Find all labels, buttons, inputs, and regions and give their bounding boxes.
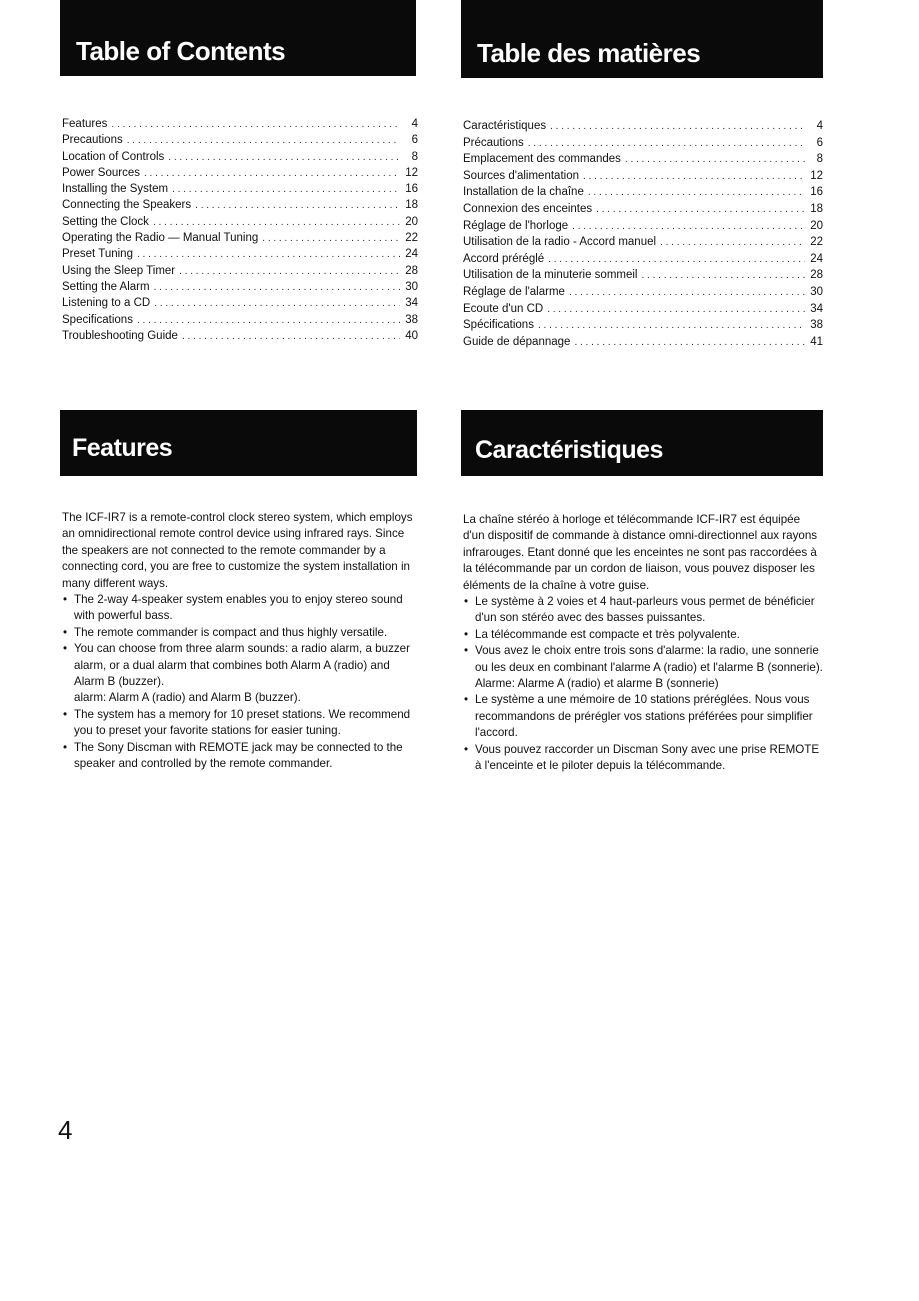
toc-dot-leader: [538, 318, 805, 335]
toc-dot-leader: [625, 152, 805, 169]
toc-entry-page: 6: [816, 136, 823, 149]
toc-entry-title: Listening to a CD: [62, 297, 151, 310]
toc-en-entry[interactable]: [62, 279, 418, 295]
toc-entry-page: 16: [405, 183, 418, 196]
feature-bullet: • The Sony Discman with REMOTE jack may be connected to the speaker and controlled by the remote commander.: [62, 740, 418, 773]
toc-entry-title: Using the Sleep Timer: [62, 264, 176, 277]
toc-en-entry[interactable]: [62, 246, 418, 262]
toc-entry-title: Utilisation de la radio - Accord manuel: [463, 236, 657, 249]
toc-entry-page: 16: [810, 186, 823, 199]
toc-fr-entry[interactable]: [463, 251, 823, 268]
toc-dot-leader: [660, 235, 805, 252]
toc-entry-title: Location of Controls: [62, 150, 165, 163]
feature-bullet: • The remote commander is compact and thus highly versatile.: [62, 625, 418, 641]
toc-fr-entry[interactable]: [463, 135, 823, 152]
toc-entry-page: 8: [411, 150, 418, 163]
toc-entry-title: Réglage de l'horloge: [463, 219, 569, 232]
toc-entry-page: 4: [816, 120, 823, 132]
toc-entry-page: 12: [405, 166, 418, 179]
toc-dot-leader: [262, 231, 400, 247]
toc-entry-title: Installation de la chaîne: [463, 186, 584, 199]
toc-dot-leader: [583, 169, 805, 186]
toc-en-entry[interactable]: [62, 132, 418, 148]
toc-en-entry[interactable]: [62, 328, 418, 344]
toc-en-entry[interactable]: [62, 230, 418, 246]
toc-entry-page: 12: [810, 169, 823, 182]
toc-dot-leader: [572, 219, 805, 236]
toc-entry-title: Connexion des enceintes: [463, 202, 593, 215]
toc-entry-page: 18: [405, 199, 418, 212]
toc-entry-title: Sources d'alimentation: [463, 169, 579, 182]
toc-fr-entry[interactable]: [463, 151, 823, 168]
toc-entry-page: 18: [810, 202, 823, 215]
toc-en-entry[interactable]: [62, 263, 418, 279]
toc-entry-title: Specifications: [62, 313, 133, 326]
toc-entry-page: 20: [810, 219, 823, 232]
toc-fr-entry[interactable]: [463, 301, 823, 318]
toc-dot-leader: [111, 117, 400, 133]
features-en-body: [62, 510, 418, 773]
toc-entry-page: 40: [405, 329, 418, 342]
toc-entry-title: Utilisation de la minuterie sommeil: [463, 269, 638, 282]
toc-entry-title: Ecoute d'un CD: [463, 302, 544, 315]
features-intro: La chaîne stéréo à horloge et télécommande ICF-IR7 est équipée d'un dispositif de commande à distance omni-directionnel aux rayons infrarouges. Etant donné que les enceintes ne sont pas raccordées à la télécommande par un cordon de liaison, vous pouvez disposer les éléments de la chaîne à votre guise.: [463, 513, 818, 592]
toc-entry-page: 24: [405, 248, 418, 261]
toc-entry-page: 28: [810, 269, 823, 282]
toc-entry-title: Preset Tuning: [62, 248, 133, 261]
toc-dot-leader: [528, 136, 805, 153]
toc-entry-page: 34: [405, 297, 418, 310]
features-fr-heading: Caractéristiques: [461, 410, 823, 476]
toc-en-entry[interactable]: [62, 165, 418, 181]
toc-fr-entry[interactable]: [463, 218, 823, 235]
feature-bullet: • Vous avez le choix entre trois sons d'alarme: la radio, une sonnerie ou les deux en combinant l'alarme A (radio) et l'alarme B (sonnerie). Alarme: Alarme A (radio) et alarme B (sonnerie): [463, 643, 823, 692]
toc-dot-leader: [195, 198, 400, 214]
toc-entry-page: 8: [816, 153, 823, 166]
toc-fr-entry[interactable]: [463, 201, 823, 218]
toc-entry-title: Guide de dépannage: [463, 335, 571, 348]
toc-entry-page: 30: [810, 285, 823, 298]
feature-bullet: • The 2-way 4-speaker system enables you to enjoy stereo sound with powerful bass.: [62, 592, 418, 625]
feature-bullet: • Le système à 2 voies et 4 haut-parleurs vous permet de bénéficier d'un son stéréo avec des basses puissantes.: [463, 594, 823, 627]
toc-entry-page: 34: [810, 302, 823, 315]
feature-bullet: • La télécommande est compacte et très polyvalente.: [463, 627, 823, 643]
toc-en-entry[interactable]: [62, 149, 418, 165]
toc-entry-page: 28: [405, 264, 418, 277]
features-list: [463, 594, 823, 774]
toc-dot-leader: [154, 280, 400, 296]
toc-dot-leader: [596, 202, 805, 219]
toc-dot-leader: [137, 247, 400, 263]
toc-entry-title: Accord préréglé: [463, 252, 545, 265]
toc-fr-entry[interactable]: [463, 234, 823, 251]
toc-entry-title: Précautions: [463, 136, 524, 149]
toc-fr-list: [463, 118, 823, 350]
toc-en-entry[interactable]: [62, 116, 418, 132]
toc-dot-leader: [588, 185, 805, 202]
toc-entry-title: Troubleshooting Guide: [62, 329, 178, 342]
toc-entry-page: 22: [405, 232, 418, 245]
toc-dot-leader: [154, 296, 400, 312]
toc-dot-leader: [168, 150, 400, 166]
toc-fr-entry[interactable]: [463, 267, 823, 284]
toc-entry-title: Réglage de l'alarme: [463, 285, 565, 298]
toc-entry-page: 20: [405, 215, 418, 228]
toc-dot-leader: [641, 268, 805, 285]
toc-entry-title: Precautions: [62, 134, 123, 147]
toc-dot-leader: [547, 302, 805, 319]
toc-entry-page: 6: [411, 134, 418, 147]
toc-en-entry[interactable]: [62, 181, 418, 197]
features-en-heading: Features: [60, 410, 417, 476]
toc-entry-page: 22: [810, 236, 823, 249]
toc-entry-title: Setting the Clock: [62, 215, 149, 228]
toc-dot-leader: [144, 166, 400, 182]
toc-entry-title: Spécifications: [463, 319, 534, 332]
toc-entry-page: 38: [810, 319, 823, 332]
toc-fr-heading: Table des matières: [461, 0, 823, 78]
toc-dot-leader: [569, 285, 805, 302]
page-number: 4: [58, 1115, 73, 1145]
toc-entry-title: Operating the Radio — Manual Tuning: [62, 232, 259, 245]
toc-dot-leader: [550, 119, 805, 136]
toc-dot-leader: [137, 313, 400, 329]
toc-en-entry[interactable]: [62, 197, 418, 213]
toc-entry-title: Connecting the Speakers: [62, 199, 192, 212]
toc-dot-leader: [172, 182, 400, 198]
toc-dot-leader: [574, 335, 805, 352]
toc-entry-page: 24: [810, 252, 823, 265]
toc-entry-title: Emplacement des commandes: [463, 153, 621, 166]
features-intro: The ICF-IR7 is a remote-control clock stereo system, which employs an omnidirectional remote control device using infrared rays. Since the speakers are not connected to the remote commander by a connecting cord, you are free to customize the system installation in many different ways.: [62, 511, 413, 590]
toc-dot-leader: [127, 133, 400, 149]
toc-entry-title: Setting the Alarm: [62, 280, 150, 293]
toc-fr-entry[interactable]: [463, 168, 823, 185]
toc-dot-leader: [548, 252, 805, 269]
toc-en-list: [62, 116, 418, 344]
toc-dot-leader: [153, 215, 400, 231]
features-fr-body: [463, 512, 823, 775]
toc-dot-leader: [182, 329, 400, 345]
toc-fr-entry[interactable]: [463, 118, 823, 135]
toc-entry-title: Installing the System: [62, 183, 169, 196]
toc-dot-leader: [179, 264, 400, 280]
toc-fr-entry[interactable]: [463, 284, 823, 301]
toc-entry-title: Features: [62, 118, 108, 130]
toc-en-heading: Table of Contents: [60, 0, 416, 76]
toc-fr-entry[interactable]: [463, 184, 823, 201]
toc-entry-title: Caractéristiques: [463, 120, 547, 132]
feature-bullet: • Le système a une mémoire de 10 stations préréglées. Nous vous recommandons de prérégler vos stations préférées pour simplifier l'accord.: [463, 692, 823, 741]
feature-bullet: • Vous pouvez raccorder un Discman Sony avec une prise REMOTE à l'enceinte et le piloter depuis la télécommande.: [463, 742, 823, 775]
toc-entry-page: 30: [405, 280, 418, 293]
toc-fr-entry[interactable]: [463, 334, 823, 351]
toc-entry-page: 41: [810, 335, 823, 348]
feature-bullet: • The system has a memory for 10 preset stations. We recommend you to preset your favorite stations for easier tuning.: [62, 707, 418, 740]
toc-fr-entry[interactable]: [463, 317, 823, 334]
toc-entry-page: 38: [405, 313, 418, 326]
feature-bullet: • You can choose from three alarm sounds: a radio alarm, a buzzer alarm, or a dual alarm that combines both Alarm A (radio) and Alarm B (buzzer). alarm: Alarm A (radio) and Alarm B (buzzer).: [62, 641, 418, 707]
toc-entry-page: 4: [411, 118, 418, 130]
toc-en-entry[interactable]: [62, 295, 418, 311]
toc-en-entry[interactable]: [62, 214, 418, 230]
toc-entry-title: Power Sources: [62, 166, 140, 179]
toc-en-entry[interactable]: [62, 312, 418, 328]
features-list: [62, 592, 418, 772]
